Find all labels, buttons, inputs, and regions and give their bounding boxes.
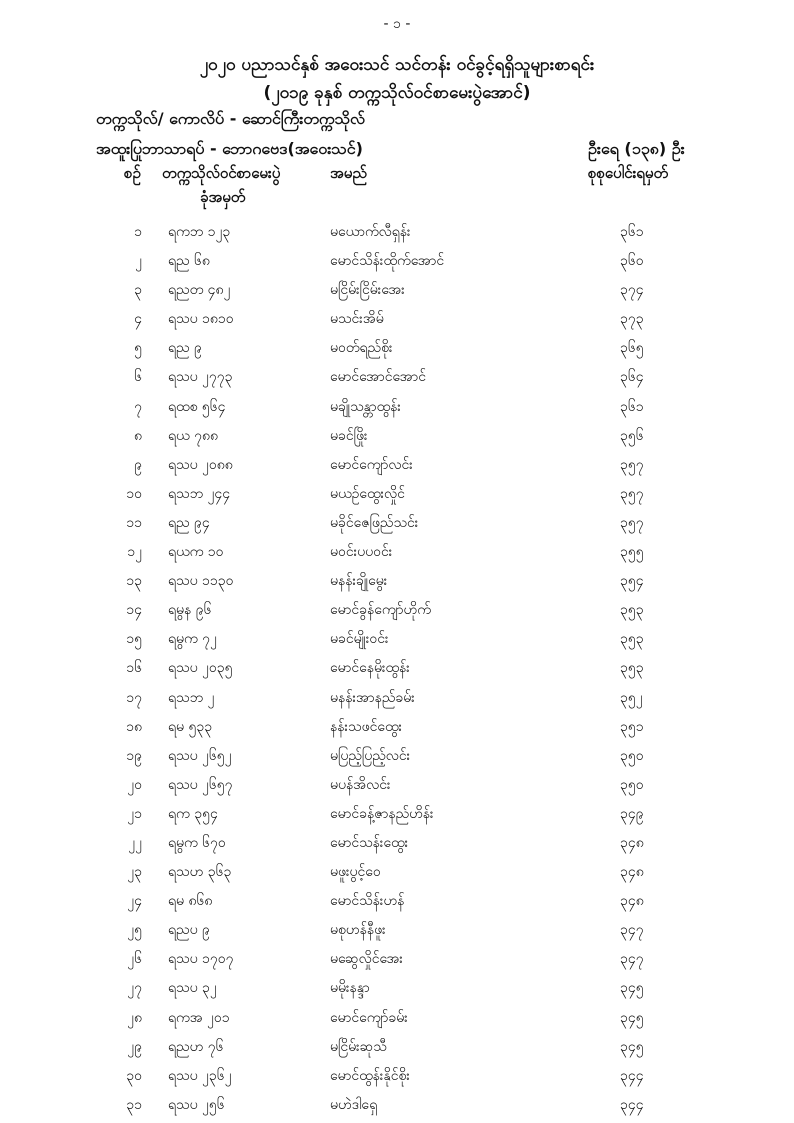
table-row — [0, 829, 794, 858]
roll-number: ရမွန ၉၆ — [168, 602, 212, 619]
total-marks: ၃၄၅ — [620, 1038, 644, 1055]
student-name: မနန်းအာနည်ခမ်း — [330, 689, 415, 706]
roll-number: ရသပ ၁၈၁၀ — [168, 311, 234, 328]
total-marks: ၃၄၈ — [620, 864, 644, 881]
student-name: မောင်သိန်းထိုက်အောင် — [330, 253, 445, 270]
table-row — [0, 305, 794, 334]
total-marks: ၃၄၈ — [620, 893, 644, 910]
roll-number: ရသပ ၂၅၆ — [168, 1096, 225, 1113]
row-number: ၁၃ — [126, 573, 142, 590]
total-marks: ၃၅၃ — [620, 602, 644, 619]
row-number: ၂၈ — [127, 1009, 142, 1026]
table-row — [0, 422, 794, 451]
roll-number: ရမွက ၇၂ — [168, 631, 217, 648]
roll-number: ရသပ ၂၇၇၃ — [168, 369, 233, 386]
row-number: ၂၃ — [127, 864, 142, 881]
roll-number: ရထစ ၅၆၄ — [168, 398, 226, 415]
row-number: ၇ — [134, 398, 142, 415]
roll-number: ရသပ ၂၀၃၅ — [168, 660, 233, 677]
total-marks: ၃၄၅ — [620, 1009, 644, 1026]
total-marks: ၃၄၇ — [620, 922, 644, 939]
roll-number: ရသပ ၂၆၅၂ — [168, 747, 232, 764]
roll-number: ရယ ၇၈၈ — [168, 427, 218, 444]
table-row — [0, 247, 794, 276]
total-marks: ၃၆၄ — [620, 369, 644, 386]
roll-number: ရကအ ၂၀၁ — [168, 1009, 230, 1026]
total-marks: ၃၅၁ — [620, 718, 644, 735]
row-number: ၁၆ — [126, 660, 142, 677]
total-count: ဦးရေ (၁၃၈) ဦး — [588, 139, 685, 158]
roll-number: ရသဘ ၂၄၄ — [168, 485, 231, 502]
table-row — [0, 596, 794, 625]
table-row — [0, 974, 794, 1003]
roll-number: ရမ ၈၆၈ — [168, 893, 213, 910]
row-number: ၁၈ — [126, 718, 142, 735]
roll-number: ရက ၃၅၄ — [168, 805, 218, 822]
row-number: ၄ — [134, 311, 142, 328]
student-name: မောင်ခန့်ဇာနည်ဟိန်း — [330, 805, 434, 822]
total-marks: ၃၄၄ — [620, 1096, 644, 1113]
row-number: ၃၁ — [126, 1096, 142, 1113]
total-marks: ၃၇၄ — [620, 282, 644, 299]
table-row — [0, 218, 794, 247]
row-number: ၃ — [134, 282, 142, 299]
row-number: ၉ — [134, 456, 142, 473]
student-name: မခိုင်ဇေဖြည်သင်း — [330, 514, 419, 531]
table-row — [0, 1062, 794, 1091]
table-row — [0, 858, 794, 887]
student-name: မငြိမ်းငြိမ်းအေး — [330, 282, 405, 299]
row-number: ၈ — [134, 427, 142, 444]
roll-number: ရသပ ၁၇၀၇ — [168, 951, 234, 968]
row-number: ၁၂ — [127, 544, 142, 561]
column-header-marks: စုစုပေါင်းရမှတ် — [588, 164, 669, 182]
total-marks: ၃၅၃ — [620, 660, 644, 677]
table-row — [0, 945, 794, 974]
column-header-no: စဉ် — [124, 164, 141, 182]
table-row — [0, 1033, 794, 1062]
student-name: မမိုးနန္ဒာ — [330, 980, 370, 997]
student-name: မောင်ထွန်းနိုင်စိုး — [330, 1067, 410, 1084]
total-marks: ၃၅၃ — [620, 631, 644, 648]
roll-number: ရသပ ၂၃၆၂ — [168, 1067, 232, 1084]
total-marks: ၃၆၁ — [620, 398, 644, 415]
row-number: ၃၀ — [126, 1067, 142, 1084]
row-number: ၅ — [134, 340, 142, 357]
table-row — [0, 276, 794, 305]
student-name: မဆွေလှိုင်အေး — [330, 951, 403, 968]
table-row — [0, 334, 794, 363]
row-number: ၂ — [135, 253, 142, 270]
student-name: မဖူးပွင့်ဝေ — [330, 864, 381, 881]
roll-number: ရည ၉ — [168, 340, 202, 357]
student-name: မယဉ်ထွေးလှိုင် — [330, 485, 405, 502]
table-row — [0, 509, 794, 538]
table-row — [0, 800, 794, 829]
row-number: ၂၀ — [127, 776, 142, 793]
roll-number: ရသဘ ၂ — [168, 689, 215, 706]
total-marks: ၃၆၅ — [620, 340, 644, 357]
table-row — [0, 1091, 794, 1120]
row-number: ၂၇ — [127, 980, 142, 997]
student-name: မယောက်လီရှန်း — [330, 224, 411, 240]
roll-number: ရမွက ၆၇၀ — [168, 834, 226, 851]
row-number: ၁၀ — [126, 485, 142, 502]
row-number: ၂၉ — [127, 1038, 142, 1055]
page-number: - ၁ - — [383, 16, 411, 32]
student-name: မပန်အိလင်း — [330, 776, 391, 793]
roll-number: ရမ ၅၃၃ — [168, 718, 213, 735]
student-name: မောင်ကျော်လင်း — [330, 456, 413, 473]
table-row — [0, 1004, 794, 1033]
total-marks: ၃၄၇ — [620, 951, 644, 968]
total-marks: ၃၆၁ — [620, 224, 644, 240]
total-marks: ၃၅၀ — [620, 747, 644, 764]
roll-number: ရသပ ၂၀၈၈ — [168, 456, 233, 473]
row-number: ၂၆ — [127, 951, 142, 968]
student-name: မဝင်းပပဝင်း — [330, 544, 393, 561]
table-row — [0, 916, 794, 945]
total-marks: ၃၅၅ — [620, 544, 644, 561]
row-number: ၂၁ — [127, 805, 142, 822]
document-title: ၂၀၂၀ ပညာသင်နှစ် အဝေးသင် သင်တန်း ဝင်ခွင့်ရရှိသူများစာရင်း — [199, 55, 595, 75]
roll-number: ရညတ ၄၈၂ — [168, 282, 231, 299]
roll-number: ရညပ ၉ — [168, 922, 210, 939]
row-number: ၂၅ — [127, 922, 142, 939]
row-number: ၁၇ — [126, 689, 142, 706]
table-row — [0, 625, 794, 654]
student-name: နန်းသဖင်ထွေး — [330, 718, 403, 735]
total-marks: ၃၅၄ — [620, 573, 644, 590]
table-row — [0, 480, 794, 509]
student-name: မဝတ်ရည်စိုး — [330, 340, 393, 357]
row-number: ၁၄ — [126, 602, 142, 619]
table-row — [0, 363, 794, 392]
roll-number: ရသပ ၃၂ — [168, 980, 217, 997]
student-name: မသင်းအိမ် — [330, 311, 384, 328]
table-row — [0, 684, 794, 713]
total-marks: ၃၅၂ — [620, 689, 643, 706]
roll-number: ရသဟ ၃၆၃ — [168, 864, 232, 881]
student-name: မဟဲဒါရှေ — [330, 1096, 378, 1113]
total-marks: ၃၄၉ — [620, 805, 644, 822]
document-subtitle: (၂၀၁၉ ခုနှစ် တက္ကသိုလ်ဝင်စာမေးပွဲအောင်) — [263, 83, 531, 103]
student-name: မောင်ကျော်ခမ်း — [330, 1009, 408, 1026]
row-number: ၁ — [134, 224, 142, 240]
total-marks: ၃၅၇ — [620, 485, 644, 502]
row-number: ၁၉ — [126, 747, 142, 764]
table-row — [0, 742, 794, 771]
roll-number: ရည ၆၈ — [168, 253, 210, 270]
total-marks: ၃၆၀ — [620, 253, 644, 270]
university-line: တက္ကသိုလ်/ ကောလိပ် - ဆောင်ကြီးတက္ကသိုလ် — [96, 109, 366, 128]
column-header-roll-second-line: ခုံအမှတ် — [200, 188, 246, 206]
student-name: မပြည့်ပြည့်လင်း — [330, 747, 411, 764]
table-row — [0, 654, 794, 683]
student-name: မငြိမ်းဆုသီ — [330, 1038, 387, 1055]
column-header-roll: တက္ကသိုလ်ဝင်စာမေးပွဲ — [162, 164, 281, 182]
student-name: မောင်အောင်အောင် — [330, 369, 426, 386]
table-row — [0, 771, 794, 800]
subject-line: အထူးပြုဘာသာရပ် - ဘောဂဗေဒ(အဝေးသင်) — [96, 139, 363, 158]
total-marks: ၃၄၄ — [620, 1067, 644, 1084]
student-name: မနန်းချိုမွေး — [330, 573, 388, 590]
table-row — [0, 567, 794, 596]
table-row — [0, 887, 794, 916]
total-marks: ၃၅၆ — [620, 427, 644, 444]
row-number: ၁၅ — [126, 631, 142, 648]
student-name: မခင်ဖြိုး — [330, 427, 368, 444]
student-name: မောင်သန်းထွေး — [330, 834, 409, 851]
student-name: မောင်နေမိုးထွန်း — [330, 660, 410, 677]
table-row — [0, 538, 794, 567]
roll-number: ရကဘ ၁၂၃ — [168, 224, 231, 240]
student-name: မချိုသန္တာထွန်း — [330, 398, 401, 415]
student-name: မောင်သိန်းဟန် — [330, 893, 405, 910]
table-row — [0, 713, 794, 742]
total-marks: ၃၅၇ — [620, 514, 644, 531]
results-table — [0, 218, 794, 1120]
column-header-name: အမည် — [330, 164, 367, 182]
total-marks: ၃၄၈ — [620, 834, 644, 851]
table-row — [0, 393, 794, 422]
roll-number: ရသပ ၁၁၃၀ — [168, 573, 234, 590]
total-marks: ၃၅၇ — [620, 456, 644, 473]
row-number: ၁၁ — [126, 514, 142, 531]
roll-number: ရသပ ၂၆၅၇ — [168, 776, 233, 793]
student-name: မောင်ခွန်ကျော်ဟိုက် — [330, 602, 431, 619]
roll-number: ရညဟ ၇၆ — [168, 1038, 224, 1055]
student-name: မစုဟန်နီဖူး — [330, 922, 386, 939]
total-marks: ၃၇၃ — [620, 311, 644, 328]
total-marks: ၃၄၅ — [620, 980, 644, 997]
roll-number: ရယက ၁၀ — [168, 544, 224, 561]
row-number: ၂၂ — [128, 834, 142, 851]
student-name: မခင်မျိုးဝင်း — [330, 631, 389, 648]
total-marks: ၃၅၀ — [620, 776, 644, 793]
row-number: ၆ — [134, 369, 142, 386]
table-row — [0, 451, 794, 480]
row-number: ၂၄ — [127, 893, 142, 910]
roll-number: ရည ၉၄ — [168, 514, 210, 531]
